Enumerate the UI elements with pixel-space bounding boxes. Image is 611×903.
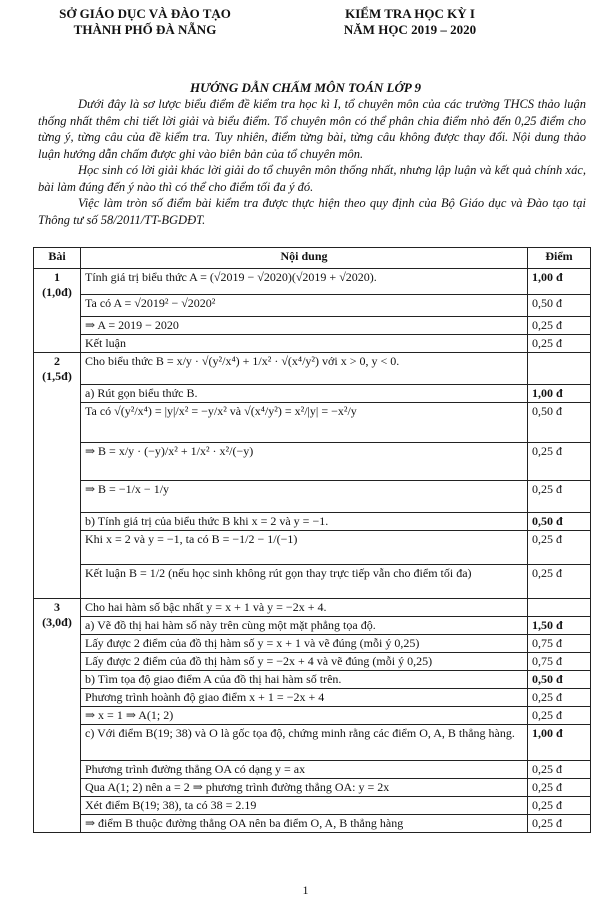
score-cell (528, 353, 591, 385)
header-exam (330, 6, 490, 38)
intro-paragraph: Dưới đây là sơ lược biểu điểm đề kiểm tra học kì I, tổ chuyên môn của các trường THCS thảo luận thống nhất thêm chi tiết lời giải và biểu điểm. Tổ chuyên môn có thể phân chia điểm nhỏ đến 0,25 điểm cho từng ý, từng câu của đề kiểm tra. Tuy nhiên, điểm từng bài, từng câu không được thay đổi. Nội dung thảo luận hướng dẫn chấm được ghi vào biên bản của tổ chuyên môn. (38, 97, 586, 161)
content-cell: a) Rút gọn biểu thức B. (81, 385, 528, 403)
content-cell: Kết luận B = 1/2 (nếu học sinh không rút gọn thay trực tiếp vẫn cho điểm tối đa) (81, 565, 528, 599)
table-row (34, 335, 591, 353)
score-cell: 0,25 đ (528, 707, 591, 725)
content-cell: Tính giá trị biểu thức A = (√2019 − √2020)(√2019 + √2020). (81, 269, 528, 295)
header-left-line1: SỞ GIÁO DỤC VÀ ĐÀO TẠO (59, 6, 231, 21)
score-cell: 1,00 đ (528, 385, 591, 403)
content-cell: Phương trình hoành độ giao điểm x + 1 = −2x + 4 (81, 689, 528, 707)
content-cell: Lấy được 2 điểm của đồ thị hàm số y = −2x + 4 và vẽ đúng (mỗi ý 0,25) (81, 653, 528, 671)
table-row (34, 725, 591, 761)
table-row (34, 403, 591, 443)
problem-number-cell (34, 353, 81, 599)
content-cell: Ta có A = √2019² − √2020² (81, 295, 528, 317)
content-cell: a) Vẽ đồ thị hai hàm số này trên cùng một mặt phẳng tọa độ. (81, 617, 528, 635)
content-cell: b) Tìm tọa độ giao điểm A của đồ thị hai hàm số trên. (81, 671, 528, 689)
intro-paragraph: Việc làm tròn số điểm bài kiểm tra được thực hiện theo quy định của Bộ Giáo dục và Đào tạo tại Thông tư số 58/2011/TT-BGDĐT. (38, 196, 586, 227)
content-cell: Phương trình đường thẳng OA có dạng y = ax (81, 761, 528, 779)
table-row (34, 269, 591, 295)
score-cell: 0,25 đ (528, 815, 591, 833)
score-cell: 0,50 đ (528, 295, 591, 317)
problem-number: 3 (54, 600, 60, 614)
table-row (34, 353, 591, 385)
table-row (34, 317, 591, 335)
grading-table (33, 247, 591, 833)
table-row (34, 385, 591, 403)
content-cell: Ta có √(y²/x⁴) = |y|/x² = −y/x² và √(x⁴/y²) = x²/|y| = −x²/y (81, 403, 528, 443)
header-right-line1: KIỂM TRA HỌC KỲ I (345, 6, 475, 21)
table-row (34, 443, 591, 481)
score-cell: 0,25 đ (528, 481, 591, 513)
header-left-line2: THÀNH PHỐ ĐÀ NẴNG (73, 22, 217, 37)
content-cell: Cho hai hàm số bậc nhất y = x + 1 và y = −2x + 4. (81, 599, 528, 617)
table-row (34, 295, 591, 317)
score-cell: 0,25 đ (528, 761, 591, 779)
table-row (34, 481, 591, 513)
content-cell: Kết luận (81, 335, 528, 353)
score-cell: 0,25 đ (528, 443, 591, 481)
score-cell: 0,50 đ (528, 403, 591, 443)
table-row (34, 599, 591, 617)
score-cell: 0,25 đ (528, 779, 591, 797)
header-department (40, 6, 250, 38)
document-title: HƯỚNG DẪN CHẤM MÔN TOÁN LỚP 9 (189, 80, 422, 95)
content-cell: b) Tính giá trị của biểu thức B khi x = 2 và y = −1. (81, 513, 528, 531)
problem-points: (1,0đ) (42, 285, 72, 299)
table-row (34, 653, 591, 671)
col-header-bai: Bài (34, 248, 81, 269)
score-cell: 1,50 đ (528, 617, 591, 635)
problem-points: (3,0đ) (42, 615, 72, 629)
problem-number: 1 (54, 270, 60, 284)
score-cell: 0,50 đ (528, 671, 591, 689)
table-row (34, 815, 591, 833)
content-cell: Khi x = 2 và y = −1, ta có B = −1/2 − 1/(−1) (81, 531, 528, 565)
content-cell: ⇒ x = 1 ⇒ A(1; 2) (81, 707, 528, 725)
score-cell: 1,00 đ (528, 269, 591, 295)
intro-text (38, 96, 586, 228)
page-number: 1 (302, 883, 309, 897)
table-row (34, 779, 591, 797)
content-cell: ⇒ B = x/y · (−y)/x² + 1/x² · x²/(−y) (81, 443, 528, 481)
content-cell: Cho biểu thức B = x/y · √(y²/x⁴) + 1/x² · √(x⁴/y²) với x > 0, y < 0. (81, 353, 528, 385)
table-row (34, 707, 591, 725)
content-cell: Lấy được 2 điểm của đồ thị hàm số y = x + 1 và vẽ đúng (mỗi ý 0,25) (81, 635, 528, 653)
problem-number: 2 (54, 354, 60, 368)
table-row (34, 635, 591, 653)
score-cell: 0,75 đ (528, 653, 591, 671)
intro-paragraph: Học sinh có lời giải khác lời giải do tổ chuyên môn thống nhất, nhưng lập luận và kết quả chính xác, bài làm đúng đến ý nào thì có thể cho điểm tối đa ý đó. (38, 163, 586, 194)
score-cell: 0,25 đ (528, 531, 591, 565)
problem-points: (1,5đ) (42, 369, 72, 383)
problem-number-cell (34, 599, 81, 833)
score-cell (528, 599, 591, 617)
header-right-line2: NĂM HỌC 2019 – 2020 (343, 22, 477, 37)
content-cell: ⇒ điểm B thuộc đường thẳng OA nên ba điểm O, A, B thẳng hàng (81, 815, 528, 833)
content-cell: Qua A(1; 2) nên a = 2 ⇒ phương trình đường thẳng OA: y = 2x (81, 779, 528, 797)
table-row (34, 671, 591, 689)
score-cell: 0,25 đ (528, 565, 591, 599)
table-row (34, 513, 591, 531)
table-header-row (34, 248, 591, 269)
score-cell: 0,25 đ (528, 335, 591, 353)
score-cell: 0,25 đ (528, 797, 591, 815)
content-cell: ⇒ A = 2019 − 2020 (81, 317, 528, 335)
col-header-diem: Điểm (528, 248, 591, 269)
content-cell: Xét điểm B(19; 38), ta có 38 = 2.19 (81, 797, 528, 815)
content-cell: ⇒ B = −1/x − 1/y (81, 481, 528, 513)
content-cell: c) Với điểm B(19; 38) và O là gốc tọa độ, chứng minh rằng các điểm O, A, B thẳng hàng. (81, 725, 528, 761)
table-row (34, 797, 591, 815)
score-cell: 0,75 đ (528, 635, 591, 653)
score-cell: 1,00 đ (528, 725, 591, 761)
table-row (34, 689, 591, 707)
score-cell: 0,25 đ (528, 689, 591, 707)
score-cell: 0,50 đ (528, 513, 591, 531)
problem-number-cell (34, 269, 81, 353)
table-row (34, 531, 591, 565)
score-cell: 0,25 đ (528, 317, 591, 335)
col-header-noidung: Nội dung (81, 248, 528, 269)
table-row (34, 761, 591, 779)
table-row (34, 565, 591, 599)
table-row (34, 617, 591, 635)
